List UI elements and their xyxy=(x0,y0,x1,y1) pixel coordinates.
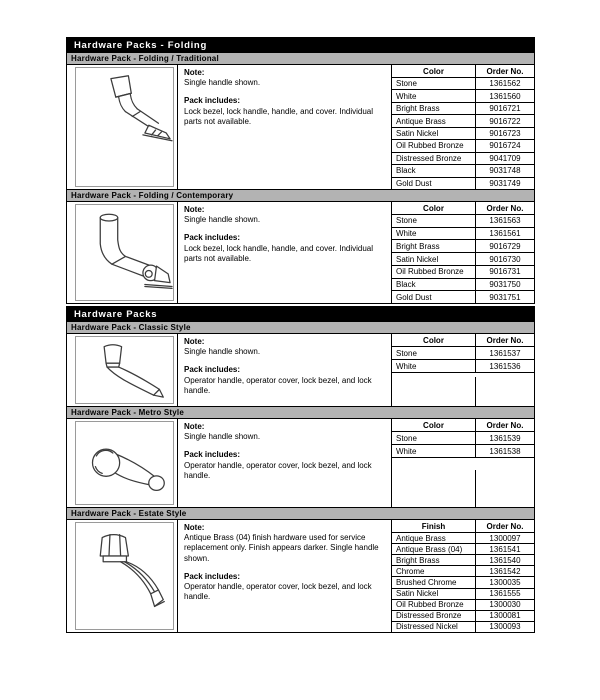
table-row xyxy=(392,153,534,165)
order-number-cell: 9016731 xyxy=(489,267,521,277)
finish-name-cell: Oil Rubbed Bronze xyxy=(392,600,476,610)
order-number-cell: 1300097 xyxy=(489,533,521,543)
notes-cell xyxy=(178,334,392,406)
catalog-page xyxy=(66,37,535,633)
pack-includes-label: Pack includes: xyxy=(184,450,241,460)
folding-contemporary-handle-image xyxy=(75,204,174,301)
order-number-cell: 9031751 xyxy=(489,292,521,302)
order-number-cell: 1361536 xyxy=(489,361,521,371)
finish-name-cell: Stone xyxy=(392,78,476,89)
order-number-cell: 1361561 xyxy=(489,229,521,239)
table-row xyxy=(392,140,534,152)
finish-name-cell: Distressed Nickel xyxy=(392,622,476,632)
note-label: Note: xyxy=(184,337,205,346)
notes-cell xyxy=(178,520,392,632)
product-image-cell xyxy=(67,202,178,303)
order-number-cell: 1361537 xyxy=(489,348,521,358)
product-image-cell xyxy=(67,419,178,507)
table-row xyxy=(392,445,534,458)
table-row xyxy=(392,360,534,373)
section-title: Hardware Pack - Metro Style xyxy=(71,408,184,417)
crank-handle-drawing xyxy=(76,205,173,298)
table-body xyxy=(392,347,534,377)
pack-includes-label: Pack includes: xyxy=(184,365,241,375)
order-table xyxy=(392,65,534,189)
table-row xyxy=(392,215,534,228)
table-row xyxy=(392,78,534,90)
table-row xyxy=(392,128,534,140)
note-label: Note: xyxy=(184,205,205,214)
finish-name-cell: Bright Brass xyxy=(392,240,476,252)
section-folding-contemporary xyxy=(66,201,535,304)
table-row xyxy=(392,228,534,241)
finish-name-cell: Distressed Bronze xyxy=(392,153,476,164)
section-title: Hardware Pack - Folding / Contemporary xyxy=(71,191,234,200)
pack-includes-text: Operator handle, operator cover, lock bezel, and lock handle. xyxy=(184,460,372,480)
section-title: Hardware Pack - Folding / Traditional xyxy=(71,54,219,63)
order-number-cell: 1361539 xyxy=(489,433,521,443)
order-number-cell: 9016722 xyxy=(489,116,521,126)
table-header-row xyxy=(392,65,534,78)
operator-handle-drawing xyxy=(76,422,173,503)
table-row xyxy=(392,347,534,360)
note-label: Note: xyxy=(184,523,205,532)
pack-includes-text: Lock bezel, lock handle, handle, and cover. Individual parts not available. xyxy=(184,106,374,126)
order-number-cell: 9031749 xyxy=(489,178,521,188)
order-column-header: Order No. xyxy=(486,420,524,430)
note-text: Single handle shown. xyxy=(184,432,261,442)
table-body xyxy=(392,432,534,470)
finish-name-cell: Bright Brass xyxy=(392,555,476,565)
pack-includes-text: Operator handle, operator cover, lock bezel, and lock handle. xyxy=(184,375,372,395)
table-row xyxy=(392,291,534,303)
section-folding-traditional xyxy=(66,64,535,190)
product-image-cell xyxy=(67,334,178,406)
finish-name-cell: Black xyxy=(392,165,476,176)
finish-name-cell: White xyxy=(392,90,476,101)
table-row xyxy=(392,103,534,115)
table-header-row xyxy=(392,334,534,347)
finish-name-cell: Satin Nickel xyxy=(392,589,476,599)
order-number-cell: 9031750 xyxy=(489,279,521,289)
table-body xyxy=(392,533,534,632)
notes-cell xyxy=(178,419,392,507)
order-number-cell: 1300093 xyxy=(489,622,521,632)
finish-name-cell: Bright Brass xyxy=(392,103,476,114)
table-empty-space xyxy=(392,470,534,508)
finish-name-cell: Oil Rubbed Bronze xyxy=(392,140,476,151)
finish-name-cell: White xyxy=(392,360,476,372)
group-header-folding-label: Hardware Packs - Folding xyxy=(74,40,207,51)
table-row xyxy=(392,600,534,611)
table-row xyxy=(392,178,534,189)
table-body xyxy=(392,78,534,189)
order-number-cell: 9016730 xyxy=(489,254,521,264)
order-number-cell: 9041709 xyxy=(489,153,521,163)
finish-name-cell: Brushed Chrome xyxy=(392,577,476,587)
color-column-header: Color xyxy=(392,65,476,77)
metro-style-handle-image xyxy=(75,421,174,505)
table-row xyxy=(392,611,534,622)
finish-name-cell: Distressed Bronze xyxy=(392,611,476,621)
notes-cell xyxy=(178,65,392,189)
finish-name-cell: Black xyxy=(392,279,476,291)
pack-includes-text: Operator handle, operator cover, lock bezel, and lock handle. xyxy=(184,582,372,602)
order-table xyxy=(392,202,534,303)
table-row xyxy=(392,115,534,127)
color-column-header: Color xyxy=(392,419,476,431)
table-row xyxy=(392,279,534,292)
product-image-cell xyxy=(67,520,178,632)
group-header-packs-label: Hardware Packs xyxy=(74,309,158,320)
finish-name-cell: Gold Dust xyxy=(392,178,476,189)
finish-name-cell: Satin Nickel xyxy=(392,253,476,265)
pack-includes-label: Pack includes: xyxy=(184,571,241,581)
order-number-cell: 1361562 xyxy=(489,79,521,89)
order-table xyxy=(392,334,534,406)
order-number-cell: 9016723 xyxy=(489,128,521,138)
finish-name-cell: Satin Nickel xyxy=(392,128,476,139)
classic-style-handle-image xyxy=(75,336,174,404)
section-metro-style xyxy=(66,418,535,508)
finish-name-cell: White xyxy=(392,445,476,457)
finish-name-cell: Antique Brass xyxy=(392,115,476,126)
section-estate-style xyxy=(66,519,535,633)
pack-includes-label: Pack includes: xyxy=(184,96,241,106)
table-header-row xyxy=(392,520,534,533)
order-column-header: Order No. xyxy=(486,335,524,345)
finish-name-cell: Antique Brass xyxy=(392,533,476,543)
note-text: Single handle shown. xyxy=(184,215,261,225)
section-title: Hardware Pack - Estate Style xyxy=(71,509,187,518)
order-number-cell: 1361542 xyxy=(489,566,521,576)
order-number-cell: 1300081 xyxy=(489,611,521,621)
note-text: Single handle shown. xyxy=(184,78,261,88)
estate-style-handle-image xyxy=(75,522,174,630)
table-row xyxy=(392,432,534,445)
order-number-cell: 1361560 xyxy=(489,91,521,101)
finish-name-cell: Stone xyxy=(392,215,476,227)
finish-name-cell: Antique Brass (04) xyxy=(392,544,476,554)
order-column-header: Order No. xyxy=(486,521,524,531)
finish-column-header: Finish xyxy=(392,520,476,532)
order-number-cell: 1361540 xyxy=(489,555,521,565)
section-classic-style xyxy=(66,333,535,407)
finish-name-cell: Stone xyxy=(392,347,476,359)
table-row xyxy=(392,240,534,253)
table-row xyxy=(392,544,534,555)
table-row xyxy=(392,566,534,577)
section-title: Hardware Pack - Classic Style xyxy=(71,323,191,332)
finish-name-cell: Oil Rubbed Bronze xyxy=(392,266,476,278)
color-column-header: Color xyxy=(392,334,476,346)
order-number-cell: 9016729 xyxy=(489,241,521,251)
order-number-cell: 9016721 xyxy=(489,104,521,114)
table-header-row xyxy=(392,202,534,215)
table-row xyxy=(392,622,534,632)
group-header-packs xyxy=(66,306,535,322)
order-table xyxy=(392,419,534,507)
pack-includes-label: Pack includes: xyxy=(184,233,241,243)
operator-handle-drawing xyxy=(76,337,173,403)
operator-handle-drawing xyxy=(76,523,173,628)
table-row xyxy=(392,165,534,177)
finish-name-cell: Stone xyxy=(392,432,476,444)
table-row xyxy=(392,555,534,566)
order-number-cell: 1300035 xyxy=(489,577,521,587)
order-number-cell: 1361555 xyxy=(489,589,521,599)
finish-name-cell: Gold Dust xyxy=(392,291,476,303)
table-empty-space xyxy=(392,377,534,407)
table-row xyxy=(392,90,534,102)
table-row xyxy=(392,589,534,600)
table-row xyxy=(392,577,534,588)
note-text: Single handle shown. xyxy=(184,347,261,357)
color-column-header: Color xyxy=(392,202,476,214)
table-row xyxy=(392,253,534,266)
order-number-cell: 9031748 xyxy=(489,166,521,176)
order-number-cell: 1361563 xyxy=(489,216,521,226)
product-image-cell xyxy=(67,65,178,189)
order-table xyxy=(392,520,534,632)
table-body xyxy=(392,215,534,303)
crank-handle-drawing xyxy=(76,68,173,184)
note-text: Antique Brass (04) finish hardware used for service replacement only. Finish appears darker. Single handle shown. xyxy=(184,533,379,563)
pack-includes-text: Lock bezel, lock handle, handle, and cover. Individual parts not available. xyxy=(184,243,374,263)
order-column-header: Order No. xyxy=(486,66,524,76)
order-number-cell: 1361541 xyxy=(489,544,521,554)
notes-cell xyxy=(178,202,392,303)
order-number-cell: 1361538 xyxy=(489,446,521,456)
order-column-header: Order No. xyxy=(486,203,524,213)
order-number-cell: 1300030 xyxy=(489,600,521,610)
note-label: Note: xyxy=(184,422,205,431)
table-row xyxy=(392,266,534,279)
table-header-row xyxy=(392,419,534,432)
table-row xyxy=(392,533,534,544)
order-number-cell: 9016724 xyxy=(489,141,521,151)
group-header-folding xyxy=(66,37,535,53)
finish-name-cell: White xyxy=(392,228,476,240)
folding-traditional-handle-image xyxy=(75,67,174,187)
note-label: Note: xyxy=(184,68,205,77)
finish-name-cell: Chrome xyxy=(392,566,476,576)
